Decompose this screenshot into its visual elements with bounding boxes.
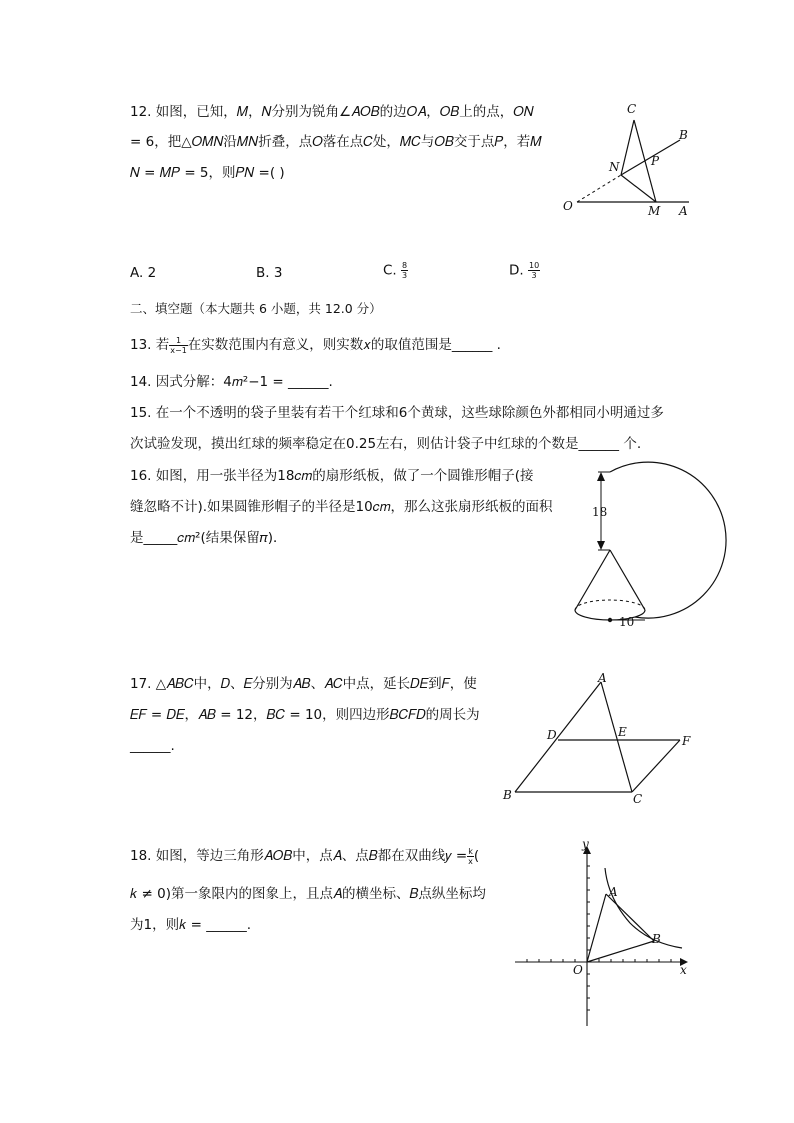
q12-seg-nm — [621, 175, 656, 202]
q17-label-a: A — [598, 671, 607, 685]
q18-fraction — [467, 847, 474, 866]
q18-line2: 𝑘 ≠ 0)第一象限内的图象上，且点𝐴的横坐标、𝐵点纵坐标均 — [130, 886, 486, 902]
q12-label-n: N — [609, 160, 620, 174]
q12-dashed-on — [577, 175, 621, 202]
q18-seg-oa — [587, 894, 606, 962]
q18-line1 — [130, 846, 479, 866]
q12-option-c — [383, 261, 408, 280]
q12-option-b: B. 3 — [256, 265, 283, 281]
q12-option-d-den: 3 — [531, 271, 537, 280]
q16-base-label: 10 — [619, 615, 635, 629]
q18-frac-num: k — [468, 846, 473, 856]
q17-line2: 𝐸𝐹 = 𝐷𝐸，𝐴𝐵 = 12，𝐵𝐶 = 10，则四边形𝐵𝐶𝐹𝐷的周长为 — [130, 707, 480, 723]
q16-line2: 缝忽略不计).如果圆锥形帽子的半径是10𝑐𝑚，那么这张扇形纸板的面积 — [130, 499, 553, 515]
q17-label-c: C — [633, 792, 643, 806]
q18-hyperbola — [605, 868, 682, 948]
q12-label-b: B — [679, 128, 688, 142]
q13-prefix: 13. 若 — [130, 337, 170, 353]
q12-option-d-fraction — [528, 261, 540, 280]
q18-frac-den: x — [468, 856, 473, 866]
q17-line3: ______. — [130, 738, 175, 754]
section-title: 二、填空题（本大题共 6 小题，共 12.0 分） — [130, 301, 382, 316]
q12-option-c-prefix: C. — [383, 262, 397, 279]
q16-line1: 16. 如图，用一张半径为18𝑐𝑚的扇形纸板，做了一个圆锥形帽子(接 — [130, 468, 534, 484]
q13-frac-num: 1 — [169, 336, 188, 346]
q12-label-p: P — [651, 154, 660, 168]
q12-label-a: A — [679, 204, 688, 218]
q12-option-d-prefix: D. — [509, 262, 524, 279]
q12-label-o: O — [563, 199, 573, 213]
q16-figure — [570, 460, 700, 640]
q18-seg-ob — [587, 941, 654, 962]
q18-seg-ab — [606, 894, 654, 941]
q15-line1: 15. 在一个不透明的袋子里装有若干个红球和6个黄球，这些球除颜色外都相同小明通过多 — [130, 405, 664, 421]
q13-line — [130, 335, 501, 355]
q16-radius-label: 18 — [592, 505, 608, 519]
q12-label-c: C — [627, 102, 637, 116]
q12-seg-nc — [621, 120, 634, 175]
q17-label-e: E — [618, 725, 627, 739]
q17-figure — [500, 670, 700, 810]
q17-label-b: B — [503, 788, 512, 802]
q12-option-a: A. 2 — [130, 265, 157, 281]
q18-label-x: x — [680, 963, 687, 977]
q18-line1-prefix: 18. 如图，等边三角形𝐴𝑂𝐵中，点𝐴、点𝐵都在双曲线𝑦 = — [130, 848, 468, 864]
q15-line2: 次试验发现，摸出红球的频率稳定在0.25左右，则估计袋子中红球的个数是______ 个. — [130, 436, 642, 452]
q18-line3: 为1，则𝑘 = ______. — [130, 917, 251, 933]
q13-suffix: 在实数范围内有意义，则实数𝑥的取值范围是______ . — [187, 337, 501, 353]
q17-seg-ac — [601, 682, 632, 792]
q13-fraction — [169, 336, 188, 355]
q12-figure — [555, 95, 705, 225]
q12-option-c-num: 8 — [402, 261, 408, 270]
q18-label-o: O — [573, 963, 583, 977]
q18-label-y: y — [582, 837, 589, 851]
q14-line: 14. 因式分解：4𝑚²−1 = ______. — [130, 374, 333, 390]
q18-label-b: B — [652, 932, 661, 946]
q16-line3: 是_____𝑐𝑚²(结果保留𝜋)． — [130, 530, 287, 546]
q12-line1: 12. 如图，已知，𝑀，𝑁分别为锐角∠𝐴𝑂𝐵的边𝑂𝐴，𝑂𝐵上的点，𝑂𝑁 — [130, 104, 534, 120]
q12-label-m: M — [648, 204, 661, 218]
q17-seg-ab — [515, 682, 601, 792]
q12-option-c-den: 3 — [402, 271, 408, 280]
q18-line1-suffix: ( — [473, 848, 480, 864]
q12-line3: 𝑁 = 𝑀𝑃 = 5，则𝑃𝑁 =( ) — [130, 165, 285, 181]
q13-frac-den: x−1 — [170, 345, 187, 355]
q12-line2: = 6，把△𝑂𝑀𝑁沿𝑀𝑁折叠，点𝑂落在点𝐶处，𝑀𝐶与𝑂𝐵交于点𝑃，若𝑀 — [130, 134, 542, 150]
q12-option-d — [509, 261, 540, 280]
q12-option-d-num: 10 — [528, 261, 540, 270]
q18-label-a: A — [609, 885, 618, 899]
q12-option-c-fraction — [401, 261, 408, 280]
q17-label-d: D — [547, 728, 557, 742]
q16-base-back — [575, 600, 645, 610]
q17-label-f: F — [682, 734, 691, 748]
q16-sector-arc — [610, 462, 726, 618]
q18-figure — [510, 838, 700, 1033]
q17-line1: 17. △𝐴𝐵𝐶中，𝐷、𝐸分别为𝐴𝐵、𝐴𝐶中点，延长𝐷𝐸到𝐹，使 — [130, 676, 477, 692]
q17-seg-fc — [632, 740, 680, 792]
